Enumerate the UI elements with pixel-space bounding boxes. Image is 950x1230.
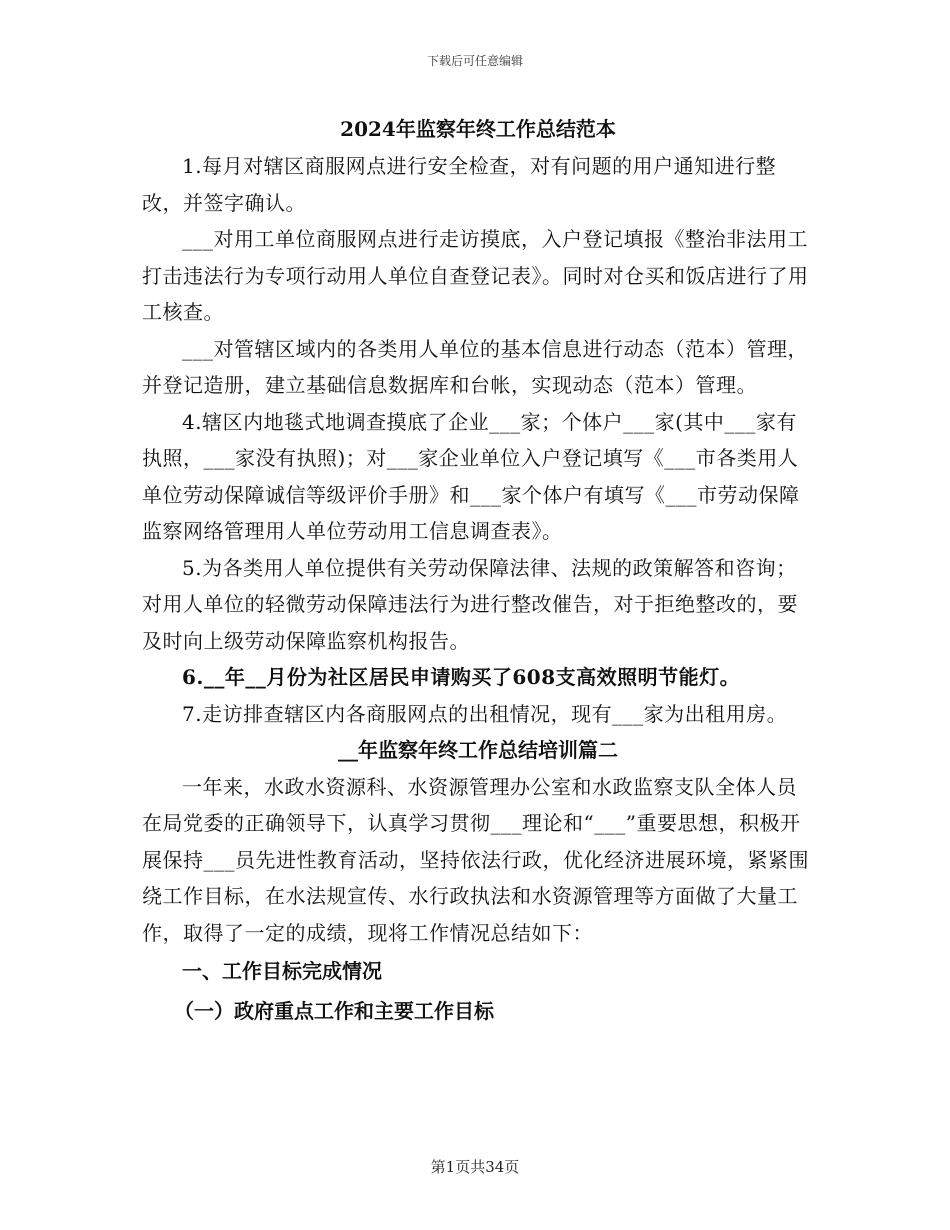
sub-section-heading: （一）政府重点工作和主要工作目标 <box>174 999 494 1023</box>
page-header-note: 下载后可任意编辑 <box>426 54 523 68</box>
paragraph-1: 1.每月对辖区商服网点进行安全检查，对有问题的用户通知进行整改，并签字确认。 <box>142 154 777 215</box>
paragraph-7: 7.走访排查辖区内各商服网点的出租情况，现有___家为出租用房。 <box>182 701 788 726</box>
section-subtitle: __年监察年终工作总结培训篇二 <box>338 738 618 762</box>
document-body <box>142 112 814 1031</box>
paragraph-6-bold: 6.__年__月份为社区居民申请购买了608支高效照明节能灯。 <box>182 665 741 689</box>
page-footer: 第1页共34页 <box>430 1158 520 1176</box>
paragraph-5: 5.为各类用人单位提供有关劳动保障法律、法规的政策解答和咨询；对用人单位的轻微劳动保障违法行为进行整改催告，对于拒绝整改的，要及时向上级劳动保障监察机构报告。 <box>142 555 798 653</box>
intro-paragraph: 一年来，水政水资源科、水资源管理办公室和水政监察支队全体人员在局党委的正确领导下，认真学习贯彻___理论和“___”重要思想，积极开展保持___员先进性教育活动，坚持依法行政，优化经济进展环境，紧紧围绕工作目标，在水法规宣传、水行政执法和水资源管理等方面做了大量工作，取得了一定的成绩，现将工作情况总结如下： <box>142 774 809 945</box>
section-heading: 一、工作目标完成情况 <box>182 959 382 983</box>
paragraph-3: ___对管辖区域内的各类用人单位的基本信息进行动态（范本）管理，并登记造册，建立基础信息数据库和台帐，实现动态（范本）管理。 <box>142 336 808 397</box>
paragraph-2: ___对用工单位商服网点进行走访摸底，入户登记填报《整治非法用工打击违法行为专项行动用人单位自查登记表》。同时对仓买和饭店进行了用工核查。 <box>142 227 809 324</box>
document-title: 2024年监察年终工作总结范本 <box>340 117 616 141</box>
paragraph-4: 4.辖区内地毯式地调查摸底了企业___家；个体户___家(其中___家有执照，___家没有执照)；对___家企业单位入户登记填写《___市各类用人单位劳动保障诚信等级评价手册》和___家个体户有填写《___市劳动保障监察网络管理用人单位劳动用工信息调查表》。 <box>142 409 800 543</box>
